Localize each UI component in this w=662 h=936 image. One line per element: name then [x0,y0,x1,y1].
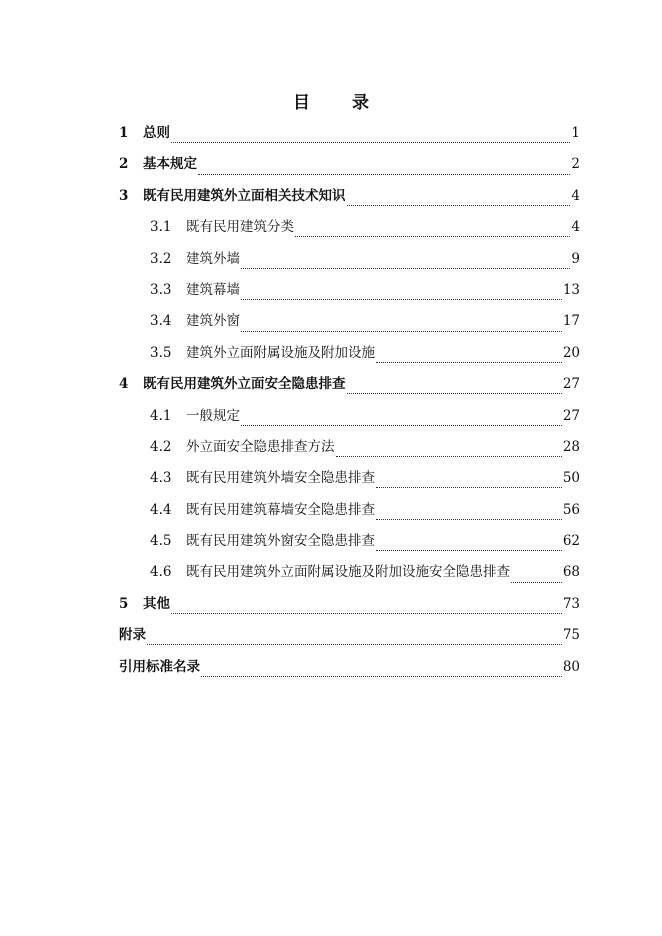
toc-entry[interactable] [119,589,580,620]
toc-entry-page-number: 20 [562,344,580,361]
toc-entry-page-number: 68 [562,564,580,581]
toc-entry[interactable] [119,275,580,306]
toc-entry-number: 3.1 [150,219,172,236]
toc-entry-number: 4.1 [150,407,172,424]
toc-entry[interactable] [119,526,580,557]
toc-entry-title: 既有民用建筑外立面相关技术知识 [143,187,346,204]
toc-entry-number: 3 [119,187,129,204]
toc-entry[interactable] [119,652,580,683]
toc-entry-page-number: 1 [571,125,580,141]
toc-entry-number: 1 [119,125,129,141]
toc-entry-title: 既有民用建筑幕墙安全隐患排查 [186,501,375,518]
toc-entry-number: 4 [119,376,129,393]
toc-entry[interactable] [119,181,580,212]
dot-leader [295,222,570,237]
dot-leader [376,505,562,520]
toc-entry-page-number: 80 [562,658,580,675]
toc-entry-page-number: 73 [562,595,580,612]
toc-entry-title: 既有民用建筑外窗安全隐患排查 [186,533,375,550]
toc-entry-title: 总则 [143,125,170,141]
toc-entry[interactable] [119,369,580,400]
toc-entry[interactable] [119,557,580,588]
toc-entry-title: 建筑外立面附属设施及附加设施 [186,344,375,361]
dot-leader [241,285,562,300]
toc-entry-number: 3.3 [150,281,172,298]
toc-entry[interactable] [119,620,580,651]
toc-entry-page-number: 9 [571,250,580,267]
toc-entry-title: 其他 [143,595,170,612]
dot-leader [241,254,570,269]
toc-entry[interactable] [119,149,580,180]
toc-entry-page-number: 4 [571,187,580,204]
toc-entry-page-number: 27 [562,376,580,393]
toc-entry-page-number: 56 [562,501,580,518]
toc-entry[interactable] [119,212,580,243]
dot-leader [347,191,571,206]
toc-entry-title: 既有民用建筑分类 [186,219,294,236]
dot-leader [171,128,570,143]
toc-entry[interactable] [119,306,580,337]
toc-entry-page-number: 75 [562,627,580,644]
dot-leader [376,536,562,551]
toc-entry-page-number: 4 [571,219,580,236]
dot-leader [376,348,562,363]
dot-leader [201,662,562,677]
toc-entry-title: 附录 [119,627,146,644]
toc-entry-title: 外立面安全隐患排查方法 [186,438,335,455]
dot-leader [336,442,562,457]
toc-entry-title: 既有民用建筑外墙安全隐患排查 [186,470,375,487]
toc-entry-number: 3.2 [150,250,172,267]
toc-entry-title: 基本规定 [143,156,197,173]
table-of-contents [119,118,580,683]
toc-entry-title: 建筑幕墙 [186,281,240,298]
toc-entry-title: 既有民用建筑外立面安全隐患排查 [143,376,346,393]
toc-entry-number: 4.3 [150,470,172,487]
toc-heading-right: 录 [352,93,369,113]
toc-entry-number: 4.2 [150,438,172,455]
dot-leader [511,568,562,583]
dot-leader [198,160,570,175]
toc-entry-title: 建筑外墙 [186,250,240,267]
toc-entry-page-number: 17 [562,313,580,330]
toc-entry-page-number: 2 [571,156,580,173]
toc-entry-page-number: 28 [562,438,580,455]
toc-entry-title: 建筑外窗 [186,313,240,330]
dot-leader [241,411,562,426]
dot-leader [376,473,562,488]
toc-entry-page-number: 50 [562,470,580,487]
toc-entry[interactable] [119,244,580,275]
toc-entry-title: 一般规定 [186,407,240,424]
toc-entry-page-number: 62 [562,533,580,550]
toc-entry-number: 5 [119,595,129,612]
toc-entry[interactable] [119,463,580,494]
dot-leader [241,317,562,332]
toc-entry-number: 2 [119,156,129,173]
toc-entry-page-number: 13 [562,281,580,298]
toc-entry[interactable] [119,118,580,149]
toc-entry-number: 3.5 [150,344,172,361]
toc-entry[interactable] [119,338,580,369]
toc-entry-title: 既有民用建筑外立面附属设施及附加设施安全隐患排查 [186,564,510,581]
toc-heading [0,88,662,113]
toc-entry-page-number: 27 [562,407,580,424]
dot-leader [147,630,562,645]
toc-entry-number: 4.4 [150,501,172,518]
toc-entry-number: 4.5 [150,533,172,550]
toc-entry-number: 4.6 [150,564,172,581]
toc-entry[interactable] [119,432,580,463]
toc-entry-title: 引用标准名录 [119,658,200,675]
toc-entry[interactable] [119,495,580,526]
toc-heading-left: 目 [293,93,310,113]
dot-leader [171,599,562,614]
toc-entry-number: 3.4 [150,313,172,330]
dot-leader [347,379,562,394]
toc-entry[interactable] [119,401,580,432]
